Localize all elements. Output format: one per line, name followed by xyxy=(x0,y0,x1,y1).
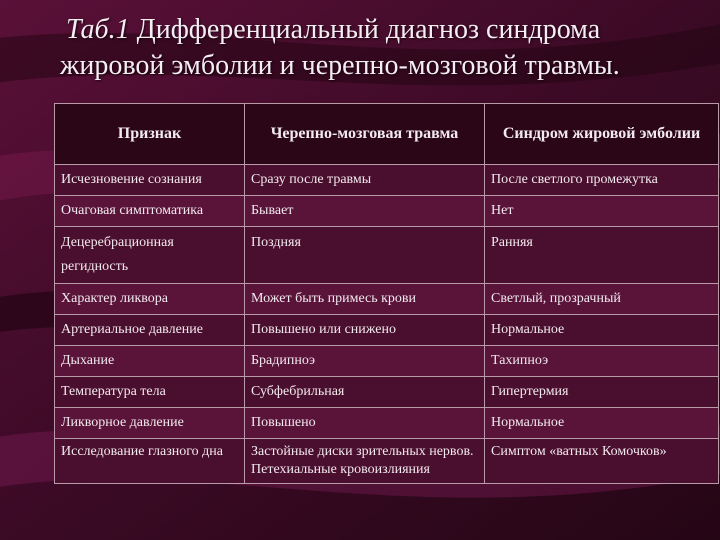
cell-fat-embolism: Нет xyxy=(485,196,719,227)
cell-tbi: Поздняя xyxy=(245,227,485,284)
differential-diagnosis-table xyxy=(54,103,719,484)
cell-tbi: Брадипноэ xyxy=(245,346,485,377)
table-number: Таб.1 xyxy=(66,14,130,45)
table-row xyxy=(55,408,719,439)
cell-fat-embolism: Симптом «ватных Комочков» xyxy=(485,439,719,484)
cell-fat-embolism: Светлый, прозрачный xyxy=(485,284,719,315)
title-line-2: жировой эмболии и черепно-мозговой травмы. xyxy=(60,50,620,81)
table-row xyxy=(55,165,719,196)
cell-sign: Исследование глазного дна xyxy=(55,439,245,484)
title-line-1: Дифференциальный диагноз синдрома xyxy=(129,14,601,45)
cell-fat-embolism: Гипертермия xyxy=(485,377,719,408)
cell-fat-embolism: Ранняя xyxy=(485,227,719,284)
header-fat-embolism: Синдром жировой эмболии xyxy=(485,104,719,165)
cell-fat-embolism: Тахипноэ xyxy=(485,346,719,377)
table-row xyxy=(55,196,719,227)
header-sign: Признак xyxy=(55,104,245,165)
table-row xyxy=(55,377,719,408)
cell-tbi: Повышено xyxy=(245,408,485,439)
cell-fat-embolism: Нормальное xyxy=(485,408,719,439)
cell-tbi: Повышено или снижено xyxy=(245,315,485,346)
cell-fat-embolism: Нормальное xyxy=(485,315,719,346)
table-row xyxy=(55,439,719,484)
cell-tbi: Сразу после травмы xyxy=(245,165,485,196)
cell-fat-embolism: После светлого промежутка xyxy=(485,165,719,196)
cell-sign: Очаговая симптоматика xyxy=(55,196,245,227)
table-row xyxy=(55,346,719,377)
cell-sign: Температура тела xyxy=(55,377,245,408)
cell-sign: Исчезновение сознания xyxy=(55,165,245,196)
table-row xyxy=(55,315,719,346)
cell-sign: Ликворное давление xyxy=(55,408,245,439)
header-tbi: Черепно-мозговая травма xyxy=(245,104,485,165)
cell-tbi: Бывает xyxy=(245,196,485,227)
cell-sign: Децеребрационная регидность xyxy=(55,227,245,284)
cell-tbi: Застойные диски зрительных нервов. Петехиальные кровоизлияния xyxy=(245,439,485,484)
cell-sign: Дыхание xyxy=(55,346,245,377)
slide-title xyxy=(0,12,720,84)
cell-tbi: Может быть примесь крови xyxy=(245,284,485,315)
header-row xyxy=(55,104,719,165)
cell-sign: Характер ликвора xyxy=(55,284,245,315)
cell-sign: Артериальное давление xyxy=(55,315,245,346)
table-row xyxy=(55,227,719,284)
cell-tbi: Субфебрильная xyxy=(245,377,485,408)
table-row xyxy=(55,284,719,315)
